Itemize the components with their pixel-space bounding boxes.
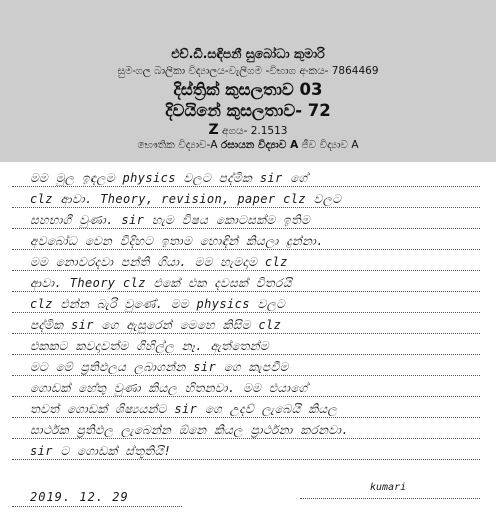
subject-biology: ජීව විද්‍යාව A [301, 139, 359, 151]
z-score [0, 122, 496, 138]
letter-line: පද්මික sir ගෙ ඇසුරෙන් මෙහෙ කිසිම clz [30, 318, 282, 332]
school-and-index: සුමංගල බාලිකා විද්‍යාලය-වැලිගම -විභාග අංකය- 7864469 [117, 65, 379, 77]
letter-line: ගොඩක් හේතු වුණා කියල හිතනවා. මම එයාගේ [30, 381, 308, 395]
letter-line: තවත් ගොඩක් ශිෂ්‍යයන්ට sir ගෙ උදව් ලැබෙයි කියල [30, 402, 338, 416]
subject-physics: භෞතික විද්‍යාව-A [137, 139, 218, 151]
letter-line: මට මේ ප්‍රතිඵලය ලබාගන්න sir ගෙ කැපවීම [30, 360, 289, 374]
letter-line: clz එන්න බැරි වුණේ. මම physics වලට [30, 297, 286, 311]
z-label: Z [208, 122, 219, 138]
letter-line: සාර්ථක ප්‍රතිඵල ලැබෙන්න ඕනෙ කියල ප්‍රාර්ථනා කරනවා. [30, 423, 349, 437]
z-value: අගය- 2.1513 [222, 125, 288, 137]
district-rank: දිස්ත්‍රික් කුසලතාව 03 [173, 80, 323, 99]
letter-line: එකකට කවදාවත්ම ගිහිල්ල නෑ. ඇත්තෙන්ම [30, 339, 269, 353]
letter-line: මම මුල ඉඳලම physics වලට පද්මික sir ගේ [30, 171, 308, 185]
subject-chemistry: රසායන විද්‍යාව A [220, 139, 299, 151]
letter-line: sir ට ගොඩක් ස්තූතියි! [30, 444, 172, 458]
student-name: එච්.ඩී.සඳිපනී සුබෝධා කුමාරි [171, 46, 325, 61]
certificate-header [0, 0, 496, 162]
letter-line: සහභාගී වුණා. sir හැම විෂය කොටසක්ම ඉතිම [30, 213, 311, 227]
letter-line: ආවා. Theory clz එකේ එක දවසක් විතරයි [30, 276, 292, 290]
subject-results [0, 139, 496, 152]
signature: kumari [370, 482, 407, 493]
island-rank: දිවයිනේ කුසලතාව- 72 [165, 101, 331, 120]
handwritten-letter [0, 166, 496, 531]
letter-line: clz ආවා. Theory, revision, paper clz වලට [30, 192, 342, 206]
letter-line: අවබෝධ වෙන විදිහට ඉතාම හොඳින් කියලා දුන්නා. [30, 234, 324, 248]
letter-line: මම නොවරදවා පන්ති ගියා. මම හැමදාම clz [30, 255, 288, 269]
letter-date: 2019. 12. 29 [30, 490, 129, 504]
